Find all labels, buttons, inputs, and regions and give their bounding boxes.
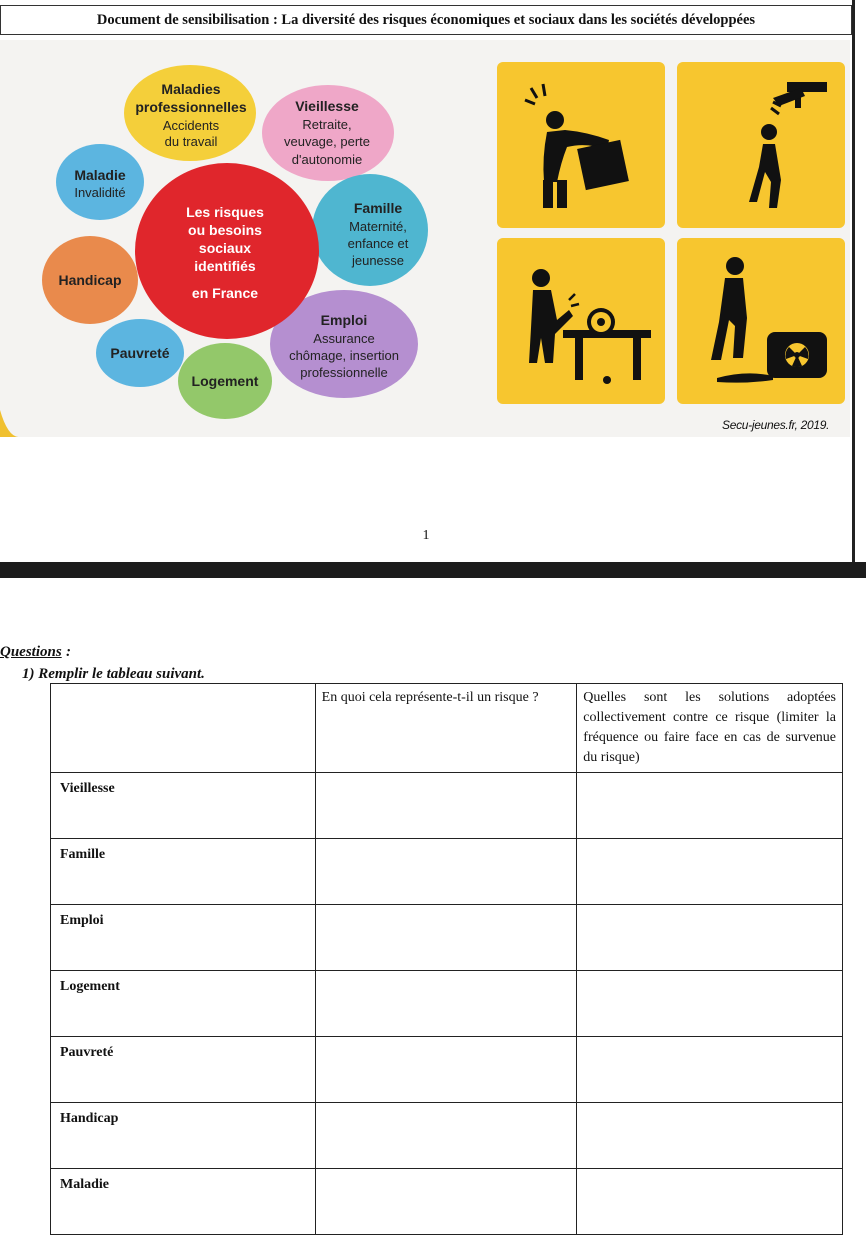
questions-heading-colon: : <box>66 644 71 660</box>
answer-cell-solution[interactable] <box>577 773 843 839</box>
answer-cell-solution[interactable] <box>577 905 843 971</box>
bubble-label: Pauvreté <box>110 345 170 361</box>
image-credit: Secu-jeunes.fr, 2019. <box>722 418 830 432</box>
bubble-label: Vieillesse <box>295 98 359 114</box>
answer-cell-solution[interactable] <box>577 839 843 905</box>
bubble-label: Handicap <box>58 272 122 288</box>
table-header-row <box>51 684 843 773</box>
page-edge <box>852 0 866 562</box>
social-risks-diagram <box>0 40 480 437</box>
row-label: Logement <box>51 971 316 1037</box>
document-page-1 <box>0 0 866 562</box>
answer-cell-risk[interactable] <box>315 905 577 971</box>
answer-cell-risk[interactable] <box>315 839 577 905</box>
center-label: Les risques <box>186 204 264 220</box>
radioactive-barrel-leak-icon <box>677 238 845 404</box>
answer-cell-risk[interactable] <box>315 1037 577 1103</box>
figure-area <box>0 40 850 437</box>
bubble-label: professionnelles <box>135 99 247 115</box>
table-row <box>51 1169 843 1235</box>
center-label: identifiés <box>194 258 256 274</box>
tile-falling-object <box>677 62 845 228</box>
tile-saw <box>497 238 665 404</box>
row-label: Handicap <box>51 1103 316 1169</box>
row-label: Emploi <box>51 905 316 971</box>
bubble-label: du travail <box>164 134 218 149</box>
answer-cell-solution[interactable] <box>577 971 843 1037</box>
bubble-label: chômage, insertion <box>289 348 399 363</box>
table-header-solutions: Quelles sont les solutions adoptées collectivement contre ce risque (limiter la fréquence ou faire face en cas de survenue du risque) <box>577 684 843 773</box>
circular-saw-injury-icon <box>497 238 665 404</box>
center-label: ou besoins <box>188 222 262 238</box>
bubble-label: veuvage, perte <box>283 134 371 149</box>
page-number: 1 <box>422 528 430 543</box>
bubble-label: Accidents <box>162 118 220 133</box>
bubble-label: Maternité, <box>349 219 407 234</box>
row-label: Famille <box>51 839 316 905</box>
table-row <box>51 773 843 839</box>
answer-table <box>50 683 843 1235</box>
page-separator <box>0 562 866 578</box>
table-row <box>51 1037 843 1103</box>
bubble-label: Maladie <box>74 167 126 183</box>
answer-cell-solution[interactable] <box>577 1169 843 1235</box>
falling-object-hazard-icon <box>677 62 845 228</box>
table-row <box>51 905 843 971</box>
bubble-label: Retraite, <box>302 117 352 132</box>
bubble-label: Maladies <box>161 81 221 97</box>
answer-cell-risk[interactable] <box>315 1103 577 1169</box>
table-header-risk: En quoi cela représente-t-il un risque ? <box>315 684 577 773</box>
answer-cell-solution[interactable] <box>577 1103 843 1169</box>
document-page-2 <box>0 578 866 1259</box>
answer-cell-solution[interactable] <box>577 1037 843 1103</box>
bubble-label: Invalidité <box>74 185 126 200</box>
row-label: Maladie <box>51 1169 316 1235</box>
bubble-label: Emploi <box>320 312 368 328</box>
bubble-label: enfance et <box>347 236 409 251</box>
answer-cell-risk[interactable] <box>315 773 577 839</box>
questions-heading: Questions <box>0 644 62 660</box>
table-header-empty <box>51 684 316 773</box>
bubble-label: professionnelle <box>300 365 388 380</box>
question-1: 1) Remplir le tableau suivant. <box>22 666 205 682</box>
bubble-label: Assurance <box>313 331 375 346</box>
row-label: Vieillesse <box>51 773 316 839</box>
tile-lifting <box>497 62 665 228</box>
table-row <box>51 1103 843 1169</box>
bubble-label: d'autonomie <box>291 152 363 167</box>
answer-cell-risk[interactable] <box>315 1169 577 1235</box>
bubble-label: jeunesse <box>351 253 405 268</box>
table-row <box>51 839 843 905</box>
table-row <box>51 971 843 1037</box>
center-label: en France <box>191 285 259 301</box>
bubble-label: Famille <box>353 200 403 216</box>
row-label: Pauvreté <box>51 1037 316 1103</box>
document-title: Document de sensibilisation : La diversité des risques économiques et sociaux dans les sociétés développées <box>0 5 852 35</box>
lifting-heavy-box-back-pain-icon <box>497 62 665 228</box>
tile-radioactive <box>677 238 845 404</box>
center-label: sociaux <box>198 240 252 256</box>
answer-cell-risk[interactable] <box>315 971 577 1037</box>
bubble-label: Logement <box>191 373 259 389</box>
